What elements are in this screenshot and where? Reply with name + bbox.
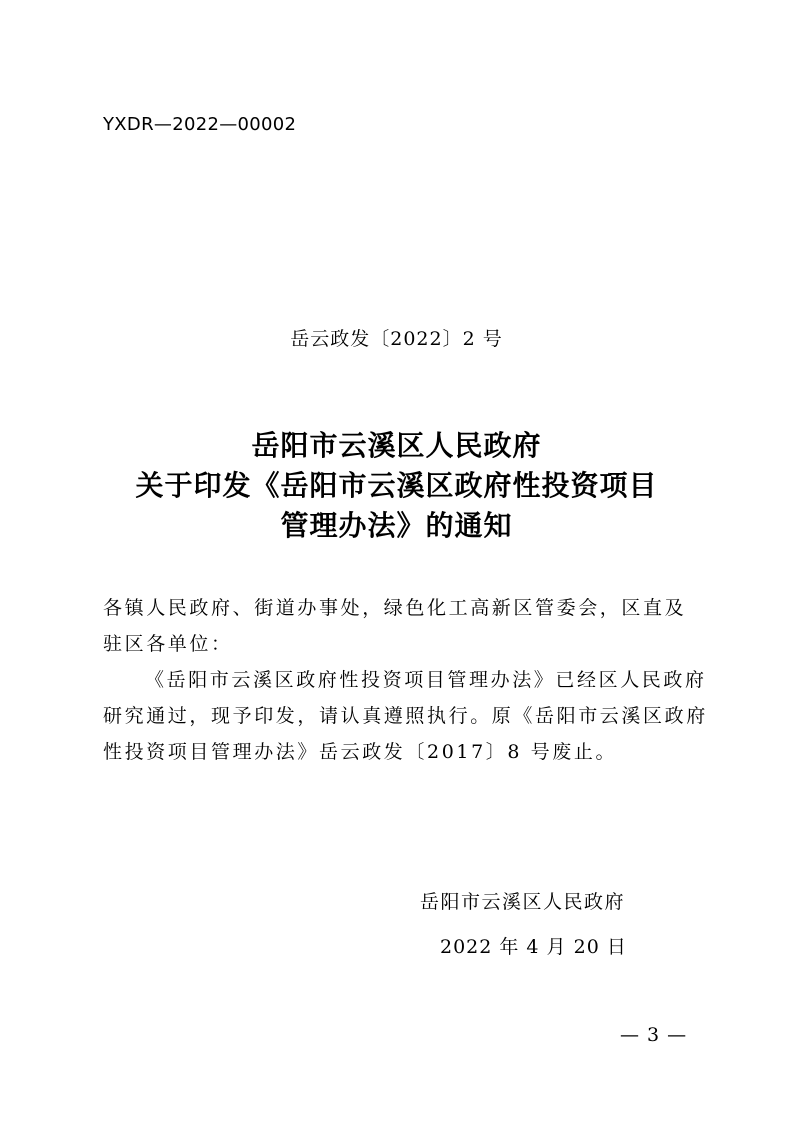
addressee-line-2: 驻区各单位： (103, 633, 233, 655)
title-line-3: 管理办法》的通知 (280, 509, 513, 542)
body-line-1: 《岳阳市云溪区政府性投资项目管理办法》已经区人民政府 (145, 669, 707, 691)
body-line-3: 性投资项目管理办法》岳云政发〔2017〕8 号废止。 (103, 741, 618, 763)
document-title (0, 426, 793, 546)
document-number: 岳云政发〔2022〕2 号 (290, 328, 503, 350)
issuer-signature: 岳阳市云溪区人民政府 (420, 891, 626, 913)
issue-date: 2022 年 4 月 20 日 (440, 936, 627, 958)
document-code: YXDR—2022—00002 (103, 114, 297, 135)
title-line-2: 关于印发《岳阳市云溪区政府性投资项目 (135, 469, 658, 502)
title-line-1: 岳阳市云溪区人民政府 (251, 429, 542, 462)
addressee-line-1: 各镇人民政府、街道办事处，绿色化工高新区管委会，区直及 (103, 597, 687, 619)
document-body (103, 590, 708, 770)
page-number: — 3 — (620, 1024, 688, 1046)
body-line-2: 研究通过，现予印发，请认真遵照执行。原《岳阳市云溪区政府 (103, 705, 708, 727)
